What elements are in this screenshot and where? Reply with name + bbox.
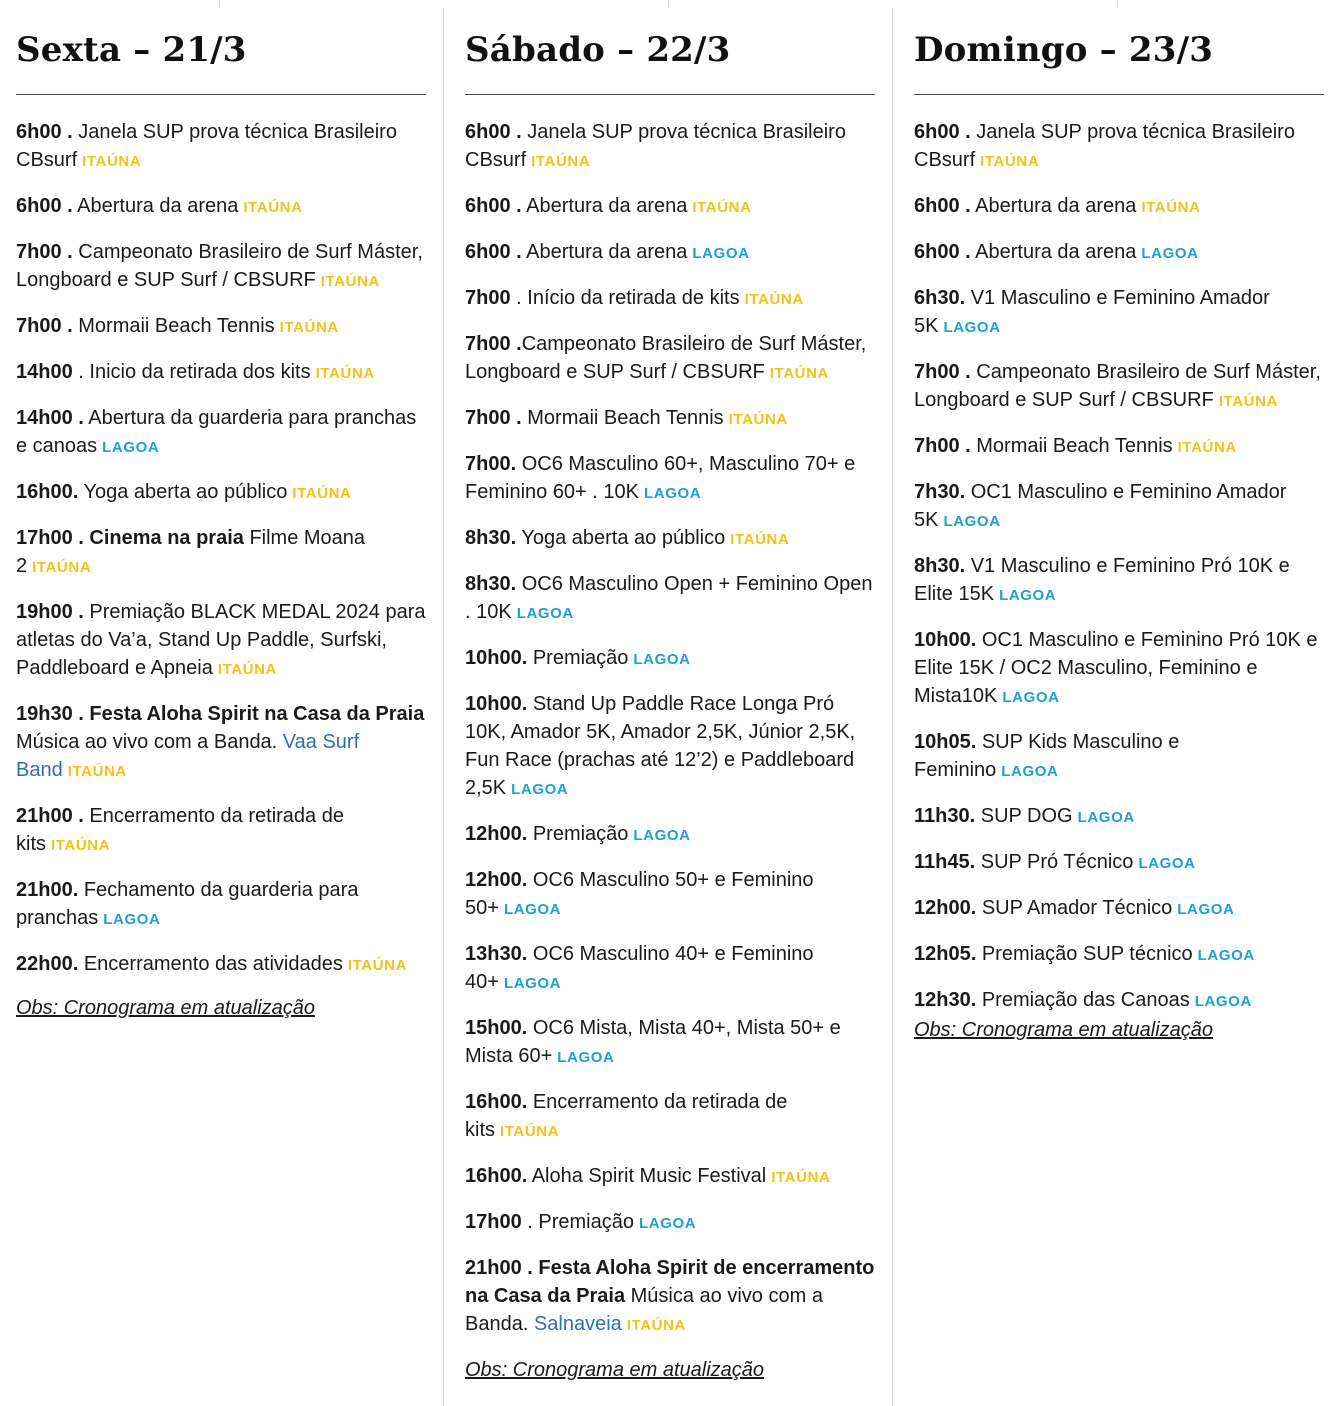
event-description: SUP Kids Masculino e Feminino xyxy=(914,731,1180,781)
event-highlight: Festa Aloha Spirit na Casa da Praia xyxy=(83,703,425,725)
event-description: Abertura da arena xyxy=(970,241,1137,263)
location-tag-itauna: ITAÚNA xyxy=(769,365,829,382)
day-title: Domingo – 23/3 xyxy=(914,30,1214,70)
event-description: . Início da retirada de kits xyxy=(510,287,740,309)
location-tag-itauna: ITAÚNA xyxy=(744,291,804,308)
event-description: Mormaii Beach Tennis xyxy=(521,407,724,429)
location-tag-itauna: ITAÚNA xyxy=(67,763,127,780)
event-description: Abertura da arena xyxy=(521,195,688,217)
event-time: 6h00 . xyxy=(914,195,971,217)
event-description: Yoga aberta ao público xyxy=(78,481,288,503)
location-tag-lagoa: LAGOA xyxy=(1194,993,1252,1010)
column-divider xyxy=(892,8,893,1406)
location-tag-itauna: ITAÚNA xyxy=(531,153,591,170)
schedule-entry xyxy=(914,238,1324,268)
event-time: 7h00. xyxy=(465,453,517,475)
event-time: 10h05. xyxy=(914,731,977,753)
schedule-entry xyxy=(16,598,426,684)
schedule-entry xyxy=(914,940,1324,970)
schedule-entry xyxy=(914,552,1324,610)
event-time: 6h00 . xyxy=(465,241,522,263)
event-time: 6h00 . xyxy=(914,121,971,143)
event-description: Mormaii Beach Tennis xyxy=(72,315,275,337)
schedule-entry xyxy=(16,358,426,388)
event-description: Premiação SUP técnico xyxy=(976,943,1193,965)
event-time: 12h30. xyxy=(914,989,977,1011)
event-description: Janela SUP prova técnica Brasileiro CBsurf xyxy=(16,121,397,171)
day-title: Sábado – 22/3 xyxy=(465,30,731,70)
event-description: Premiação xyxy=(527,823,629,845)
event-description: SUP Amador Técnico xyxy=(976,897,1173,919)
schedule-entry xyxy=(465,192,875,222)
location-tag-lagoa: LAGOA xyxy=(638,1215,697,1232)
event-description: Encerramento da retirada de kits xyxy=(16,805,344,855)
event-description: Janela SUP prova técnica Brasileiro CBsurf xyxy=(465,121,846,171)
event-description: Premiação BLACK MEDAL 2024 para atletas do Va’a, Stand Up Paddle, Surfski, Paddleboard e Apneia xyxy=(16,601,426,679)
schedule-entry xyxy=(16,950,426,980)
schedule-entry xyxy=(16,238,426,296)
event-description: V1 Masculino e Feminino Pró 10K e Elite 15K xyxy=(914,555,1290,605)
schedule-entry xyxy=(16,192,426,222)
location-tag-itauna: ITAÚNA xyxy=(315,365,375,382)
schedule-entry xyxy=(914,894,1324,924)
schedule-note: Obs: Cronograma em atualização xyxy=(16,997,316,1019)
schedule-entry xyxy=(914,848,1324,878)
title-rule xyxy=(465,94,875,95)
event-description: OC6 Masculino Open + Feminino Open . 10K xyxy=(465,573,873,623)
location-tag-lagoa: LAGOA xyxy=(516,605,574,622)
schedule-entry xyxy=(465,238,875,268)
location-tag-lagoa: LAGOA xyxy=(503,901,562,918)
event-time: 21h00 . xyxy=(16,805,84,827)
schedule-entry xyxy=(16,478,426,508)
schedule-entry xyxy=(465,820,875,850)
schedule-entry xyxy=(465,118,875,176)
schedule-entry xyxy=(16,404,426,462)
schedule-list xyxy=(16,118,426,980)
schedule-entry xyxy=(914,802,1324,832)
event-time: 10h00. xyxy=(465,693,528,715)
location-tag-lagoa: LAGOA xyxy=(511,781,569,798)
event-time: 6h00 . xyxy=(465,121,522,143)
location-tag-itauna: ITAÚNA xyxy=(82,153,142,170)
event-time: 12h05. xyxy=(914,943,977,965)
event-time: 11h45. xyxy=(914,851,976,873)
event-time: 12h00. xyxy=(465,869,528,891)
event-description: Encerramento das atividades xyxy=(78,953,343,975)
schedule-entry xyxy=(465,644,875,674)
schedule-entry xyxy=(914,432,1324,462)
schedule-entry xyxy=(465,1254,875,1340)
event-time: 7h00 . xyxy=(465,407,522,429)
location-tag-itauna: ITAÚNA xyxy=(1177,439,1237,456)
location-tag-lagoa: LAGOA xyxy=(943,319,1001,336)
schedule-entry xyxy=(16,700,426,786)
event-description: Abertura da guarderia para pranchas e canoas xyxy=(16,407,417,457)
schedule-entry xyxy=(465,330,875,388)
schedule-entry xyxy=(465,570,875,628)
schedule-entry xyxy=(914,192,1324,222)
event-time: 19h30 . xyxy=(16,703,84,725)
event-time: 8h30. xyxy=(465,573,517,595)
event-time: 6h00 . xyxy=(16,121,73,143)
schedule-entry xyxy=(16,312,426,342)
location-tag-itauna: ITAÚNA xyxy=(1141,199,1201,216)
event-description: Campeonato Brasileiro de Surf Máster, Longboard e SUP Surf / CBSURF xyxy=(16,241,423,291)
event-time: 12h00. xyxy=(914,897,977,919)
location-tag-lagoa: LAGOA xyxy=(1077,809,1135,826)
location-tag-lagoa: LAGOA xyxy=(557,1049,615,1066)
event-description: SUP DOG xyxy=(975,805,1073,827)
event-description: Abertura da arena xyxy=(970,195,1137,217)
schedule-entry xyxy=(914,478,1324,536)
location-tag-lagoa: LAGOA xyxy=(1002,689,1060,706)
event-description: Premiação das Canoas xyxy=(976,989,1190,1011)
event-time: 16h00. xyxy=(465,1091,528,1113)
location-tag-lagoa: LAGOA xyxy=(692,245,750,262)
location-tag-itauna: ITAÚNA xyxy=(980,153,1040,170)
location-tag-lagoa: LAGOA xyxy=(633,827,691,844)
event-description: . Inicio da retirada dos kits xyxy=(72,361,311,383)
location-tag-itauna: ITAÚNA xyxy=(771,1169,831,1186)
event-time: 8h30. xyxy=(465,527,517,549)
event-description: Fechamento da guarderia para pranchas xyxy=(16,879,359,929)
event-description: V1 Masculino e Feminino Amador 5K xyxy=(914,287,1270,337)
event-description: Campeonato Brasileiro de Surf Máster, Longboard e SUP Surf / CBSURF xyxy=(914,361,1321,411)
event-time: 21h00 . xyxy=(465,1257,533,1279)
event-description: Premiação xyxy=(527,647,629,669)
schedule-entry xyxy=(465,866,875,924)
schedule-entry xyxy=(16,118,426,176)
event-description: OC1 Masculino e Feminino Pró 10K e Elite 15K / OC2 Masculino, Feminino e Mista10K xyxy=(914,629,1318,707)
event-time: 17h00 xyxy=(465,1211,522,1233)
event-time: 10h00. xyxy=(465,647,528,669)
schedule-entry xyxy=(465,1088,875,1146)
location-tag-lagoa: LAGOA xyxy=(1197,947,1255,964)
location-tag-lagoa: LAGOA xyxy=(103,911,161,928)
event-time: 7h00 . xyxy=(914,435,971,457)
location-tag-lagoa: LAGOA xyxy=(1177,901,1235,918)
location-tag-itauna: ITAÚNA xyxy=(217,661,277,678)
schedule-note: Obs: Cronograma em atualização xyxy=(465,1359,765,1381)
event-time: 11h30. xyxy=(914,805,976,827)
location-tag-itauna: ITAÚNA xyxy=(243,199,303,216)
event-description: SUP Pró Técnico xyxy=(975,851,1134,873)
event-highlight: Cinema na praia xyxy=(83,527,244,549)
schedule-entry xyxy=(914,118,1324,176)
event-description: Música ao vivo com a Banda. xyxy=(465,1285,823,1335)
location-tag-lagoa: LAGOA xyxy=(503,975,562,992)
event-description: Encerramento da retirada de kits xyxy=(465,1091,788,1141)
event-time: 6h00 . xyxy=(465,195,522,217)
event-time: 22h00. xyxy=(16,953,79,975)
location-tag-lagoa: LAGOA xyxy=(943,513,1001,530)
schedule-entry xyxy=(465,404,875,434)
event-time: 19h00 . xyxy=(16,601,84,623)
location-tag-itauna: ITAÚNA xyxy=(728,411,788,428)
event-time: 7h00 . xyxy=(465,333,522,355)
schedule-entry xyxy=(914,986,1324,1016)
schedule-column-saturday xyxy=(465,0,875,1384)
event-description: Abertura da arena xyxy=(521,241,688,263)
schedule-entry xyxy=(465,524,875,554)
event-time: 15h00. xyxy=(465,1017,528,1039)
event-time: 6h30. xyxy=(914,287,966,309)
event-description: Filme Moana 2 xyxy=(16,527,366,577)
location-tag-itauna: ITAÚNA xyxy=(626,1317,686,1334)
event-description: Yoga aberta ao público xyxy=(516,527,726,549)
schedule-list xyxy=(465,118,875,1340)
location-tag-itauna: ITAÚNA xyxy=(1218,393,1278,410)
schedule-entry xyxy=(914,728,1324,786)
event-time: 7h30. xyxy=(914,481,966,503)
schedule-column-friday xyxy=(16,0,426,1022)
location-tag-lagoa: LAGOA xyxy=(102,439,160,456)
location-tag-lagoa: LAGOA xyxy=(999,587,1057,604)
schedule-list xyxy=(914,118,1324,1016)
event-time: 6h00 . xyxy=(914,241,971,263)
event-time: 16h00. xyxy=(16,481,79,503)
event-time: 16h00. xyxy=(465,1165,528,1187)
schedule-entry xyxy=(16,876,426,934)
schedule-column-sunday xyxy=(914,0,1324,1044)
location-tag-lagoa: LAGOA xyxy=(1001,763,1059,780)
event-time: 14h00 . xyxy=(16,407,84,429)
event-time: 7h00 . xyxy=(16,315,73,337)
schedule-note: Obs: Cronograma em atualização xyxy=(914,1019,1214,1041)
band-link[interactable]: Vaa Surf Band xyxy=(16,731,360,781)
event-time: 7h00 . xyxy=(16,241,73,263)
location-tag-lagoa: LAGOA xyxy=(644,485,702,502)
schedule-entry xyxy=(465,1208,875,1238)
schedule-entry xyxy=(465,1162,875,1192)
title-rule xyxy=(914,94,1324,95)
title-rule xyxy=(16,94,426,95)
schedule-entry xyxy=(465,1014,875,1072)
event-time: 12h00. xyxy=(465,823,528,845)
column-divider xyxy=(443,8,444,1406)
schedule-entry xyxy=(465,450,875,508)
schedule-entry xyxy=(914,358,1324,416)
event-description: OC6 Masculino 40+ e Feminino 40+ xyxy=(465,943,814,993)
event-description: Janela SUP prova técnica Brasileiro CBsurf xyxy=(914,121,1295,171)
event-description: OC1 Masculino e Feminino Amador 5K xyxy=(914,481,1287,531)
location-tag-itauna: ITAÚNA xyxy=(32,559,92,576)
location-tag-lagoa: LAGOA xyxy=(1138,855,1196,872)
event-highlight: Festa Aloha Spirit de encerramento na Casa da Praia xyxy=(465,1257,875,1307)
location-tag-itauna: ITAÚNA xyxy=(500,1123,560,1140)
location-tag-itauna: ITAÚNA xyxy=(320,273,380,290)
event-description: Campeonato Brasileiro de Surf Máster, Longboard e SUP Surf / CBSURF xyxy=(465,333,867,383)
location-tag-itauna: ITAÚNA xyxy=(730,531,790,548)
band-link[interactable]: Salnaveia xyxy=(533,1313,622,1335)
event-time: 14h00 xyxy=(16,361,73,383)
event-description: . Premiação xyxy=(521,1211,634,1233)
event-description: Stand Up Paddle Race Longa Pró 10K, Amador 5K, Amador 2,5K, Júnior 2,5K, Fun Race (prachas até 12’2) e Paddleboard 2,5K xyxy=(465,693,856,799)
location-tag-itauna: ITAÚNA xyxy=(292,485,352,502)
event-time: 13h30. xyxy=(465,943,528,965)
day-title: Sexta – 21/3 xyxy=(16,30,247,70)
event-time: 17h00 . xyxy=(16,527,84,549)
location-tag-itauna: ITAÚNA xyxy=(279,319,339,336)
event-description: OC6 Masculino 50+ e Feminino 50+ xyxy=(465,869,814,919)
location-tag-itauna: ITAÚNA xyxy=(692,199,752,216)
schedule-entry xyxy=(16,524,426,582)
location-tag-lagoa: LAGOA xyxy=(633,651,691,668)
event-time: 8h30. xyxy=(914,555,966,577)
event-description: OC6 Masculino 60+, Masculino 70+ e Feminino 60+ . 10K xyxy=(465,453,856,503)
event-time: 7h00 . xyxy=(914,361,971,383)
location-tag-itauna: ITAÚNA xyxy=(51,837,111,854)
location-tag-itauna: ITAÚNA xyxy=(347,957,408,974)
event-description: Mormaii Beach Tennis xyxy=(970,435,1173,457)
event-description: Música ao vivo com a Banda. xyxy=(16,731,283,753)
schedule-entry xyxy=(465,284,875,314)
event-time: 21h00. xyxy=(16,879,79,901)
location-tag-lagoa: LAGOA xyxy=(1141,245,1199,262)
schedule-entry xyxy=(465,690,875,804)
event-description: Abertura da arena xyxy=(72,195,239,217)
event-time: 10h00. xyxy=(914,629,977,651)
event-description: OC6 Mista, Mista 40+, Mista 50+ e Mista 60+ xyxy=(465,1017,841,1067)
schedule-entry xyxy=(465,940,875,998)
schedule-entry xyxy=(914,284,1324,342)
schedule-entry xyxy=(16,802,426,860)
event-description: Aloha Spirit Music Festival xyxy=(527,1165,767,1187)
schedule-entry xyxy=(914,626,1324,712)
event-time: 6h00 . xyxy=(16,195,73,217)
event-time: 7h00 xyxy=(465,287,511,309)
